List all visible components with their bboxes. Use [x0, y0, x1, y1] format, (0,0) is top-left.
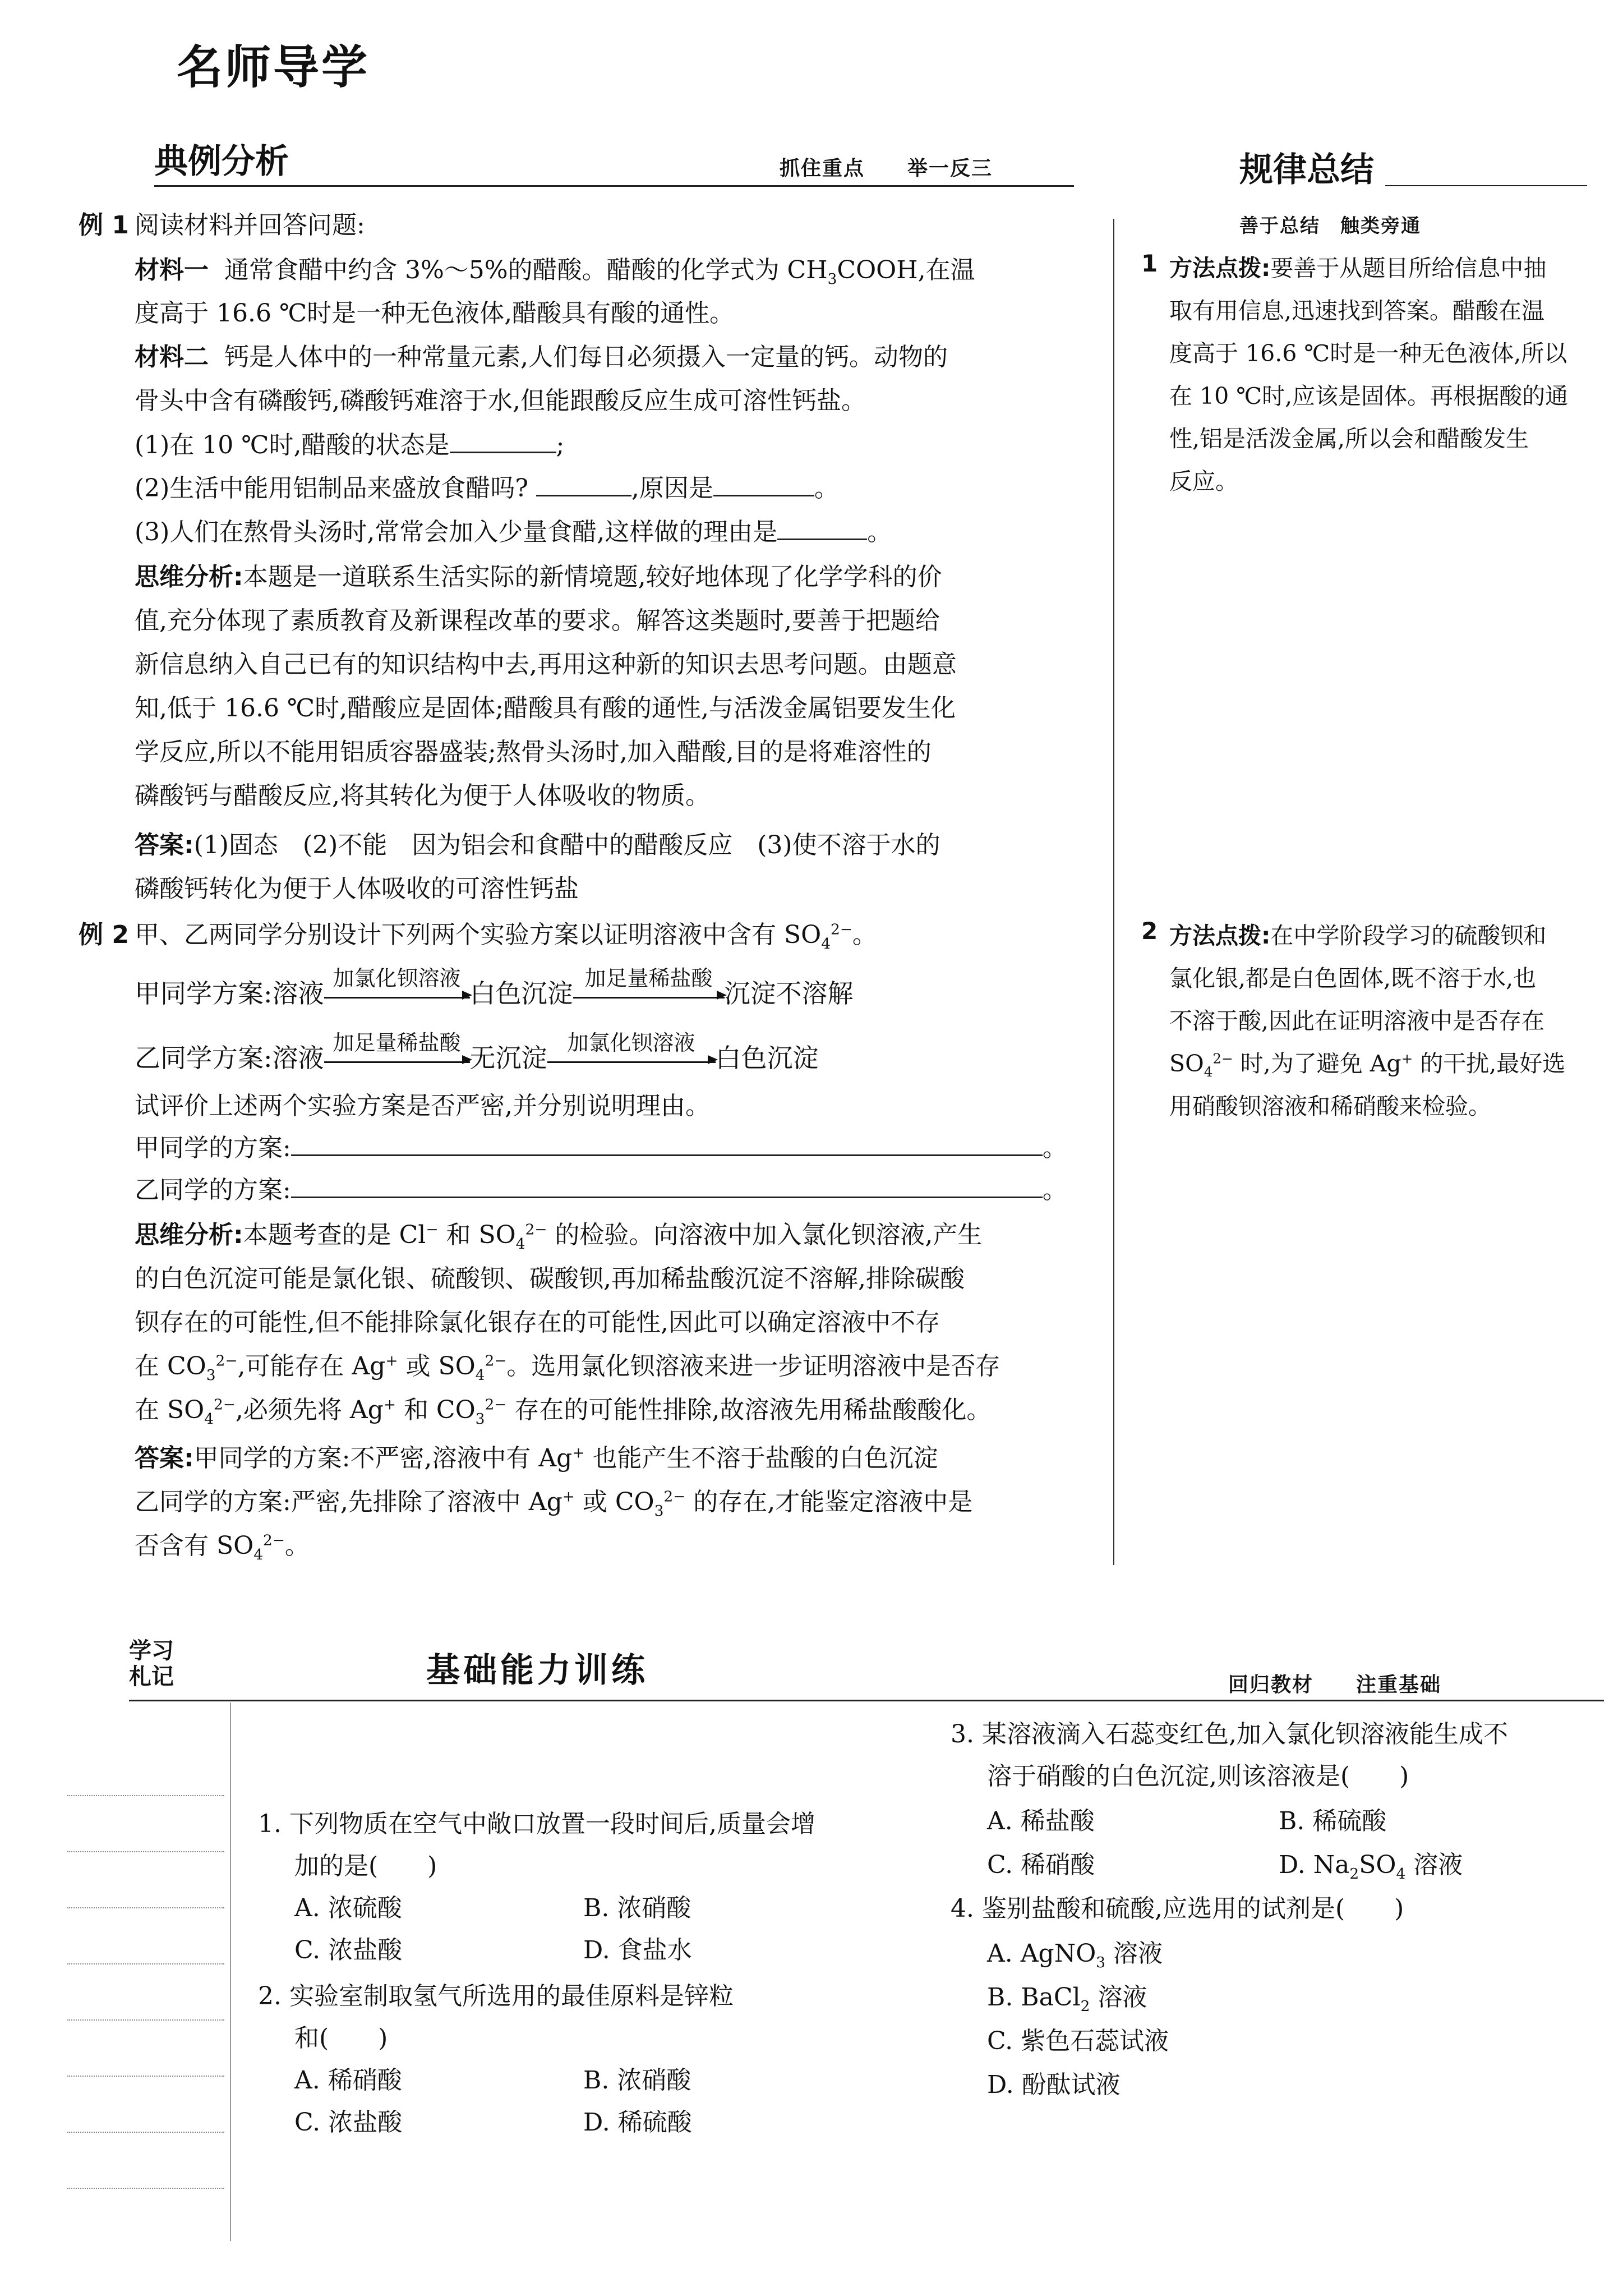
- arrow-label: 加氯化钡溶液: [333, 965, 461, 991]
- scheme-step: 白色沉淀: [469, 978, 573, 1009]
- superscript: 2−: [263, 1531, 285, 1549]
- reaction-arrow: [573, 965, 725, 999]
- summary-rule: [1385, 185, 1587, 186]
- subscript: 3: [206, 1366, 216, 1384]
- notes-line: [67, 2188, 224, 2189]
- option-text: SO: [1359, 1851, 1396, 1879]
- notes-line: [67, 1907, 224, 1908]
- ex2-analysis-line-1: [135, 1214, 982, 1253]
- notes-line: [67, 1963, 224, 1964]
- ex2-answer-jia: [135, 1128, 1067, 1163]
- study-notes-label: [129, 1638, 174, 1690]
- subscript: 4: [1204, 1064, 1213, 1080]
- tip-label: 方法点拨:: [1169, 255, 1271, 282]
- answer-blank[interactable]: [713, 473, 814, 496]
- material-1-text: 通常食醋中约含 3%～5%的醋酸。醋酸的化学式为 CH: [224, 256, 828, 284]
- answer-text: (1)固态 (2)不能 因为铝会和食醋中的醋酸反应 (3)使不溶于水的: [193, 831, 940, 859]
- ex2-answer-line-2: [135, 1481, 972, 1520]
- training-rule: [129, 1700, 1604, 1701]
- tip-1-line-2: 取有用信息,迅速找到答案。醋酸在温: [1169, 297, 1545, 324]
- analysis-text: 或 SO: [398, 1352, 476, 1381]
- brand-title: 名师导学: [177, 41, 370, 94]
- subscript: 4: [475, 1366, 485, 1384]
- scheme-step: 溶液: [272, 1043, 324, 1073]
- subscript: 4: [515, 1235, 525, 1253]
- study-notes-label-line-1: 学习: [129, 1638, 174, 1664]
- ex1-question-1: [135, 425, 564, 461]
- example-1-intro: 阅读材料并回答问题:: [135, 211, 365, 240]
- answer-text: 乙同学的方案:严密,先排除了溶液中 Ag: [135, 1488, 562, 1516]
- q1-option-d[interactable]: D. 食盐水: [583, 1936, 692, 1964]
- material-1-text-tail: COOH,在温: [837, 256, 975, 284]
- section-title-training: 基础能力训练: [426, 1651, 648, 1690]
- analysis-text: 本题是一道联系生活实际的新情境题,较好地体现了化学学科的价: [243, 563, 942, 591]
- answer-text: 也能产生不溶于盐酸的白色沉淀: [584, 1444, 938, 1473]
- tip-2-number: 2: [1141, 917, 1158, 945]
- superscript: 2−: [485, 1396, 507, 1414]
- analysis-text: 在 SO: [135, 1396, 205, 1424]
- q2-mid: ,原因是: [631, 474, 713, 503]
- tip-2-line-5: 用硝酸钡溶液和稀硝酸来检验。: [1169, 1093, 1491, 1120]
- section-subtitle-training: 回归教材 注重基础: [1228, 1673, 1442, 1696]
- answer-text: 甲同学的方案:不严密,溶液中有 Ag: [193, 1444, 573, 1473]
- example-2-intro: [135, 914, 877, 953]
- ex2-analysis-line-4: [135, 1346, 1000, 1384]
- tip-2-line-2: 氯化银,都是白色固体,既不溶于水,也: [1169, 965, 1537, 992]
- material-1-line-1: [135, 250, 975, 288]
- option-text: 溶液: [1090, 1983, 1147, 2012]
- scheme-step: 无沉淀: [469, 1043, 547, 1073]
- q3-text: (3)人们在熬骨头汤时,常常会加入少量食醋,这样做的理由是: [135, 518, 778, 546]
- section-subtitle-examples: 抓住重点 举一反三: [780, 157, 993, 180]
- q1-text: (1)在 10 ℃时,醋酸的状态是: [135, 431, 450, 459]
- ex1-analysis-line-4: 知,低于 16.6 ℃时,醋酸应是固体;醋酸具有酸的通性,与活泼金属铝要发生化: [135, 694, 956, 723]
- ex1-analysis-line-3: 新信息纳入自己已有的知识结构中去,再用这种新的知识去思考问题。由题意: [135, 650, 957, 679]
- ex1-answer-line-1: [135, 825, 940, 861]
- reaction-arrow: [547, 1030, 716, 1063]
- option-text: 溶液: [1405, 1851, 1463, 1879]
- q1-option-b[interactable]: B. 浓硝酸: [583, 1894, 691, 1922]
- material-1-label: 材料一: [135, 256, 209, 284]
- ex1-analysis-line-6: 磷酸钙与醋酸反应,将其转化为便于人体吸收的物质。: [135, 781, 710, 810]
- scheme-jia: [135, 965, 854, 1010]
- scheme-step: 白色沉淀: [715, 1043, 819, 1073]
- analysis-text: 的检验。向溶液中加入氯化钡溶液,产生: [547, 1221, 983, 1249]
- tip-1-line-1: [1169, 250, 1546, 283]
- q1-end: ;: [556, 431, 565, 459]
- ex2-analysis-line-5: [135, 1389, 991, 1428]
- option-text: A. AgNO: [987, 1939, 1096, 1968]
- subscript: 2: [1080, 1997, 1090, 2015]
- notes-line: [67, 1851, 224, 1852]
- ex1-question-2: [135, 468, 839, 504]
- q2-end: 。: [814, 474, 839, 503]
- subscript: 3: [475, 1410, 485, 1428]
- tip-text: 在中学阶段学习的硫酸钡和: [1270, 922, 1547, 949]
- q2-option-b[interactable]: B. 浓硝酸: [583, 2066, 691, 2095]
- subscript: 3: [1096, 1953, 1106, 1971]
- ex2-analysis-line-2: 的白色沉淀可能是氯化银、硫酸钡、碳酸钡,再加稀盐酸沉淀不溶解,排除碳酸: [135, 1264, 965, 1293]
- q3-option-b[interactable]: B. 稀硫酸: [1279, 1807, 1387, 1835]
- subscript: 4: [253, 1545, 263, 1563]
- scheme-label: 乙同学方案:: [135, 1043, 273, 1073]
- analysis-text: 本题考查的是 Cl: [243, 1221, 426, 1249]
- tip-text: SO: [1169, 1050, 1204, 1077]
- q3-option-a[interactable]: A. 稀盐酸: [987, 1807, 1095, 1835]
- arrow-label: 加足量稀盐酸: [584, 965, 713, 991]
- q4-option-a[interactable]: [987, 1933, 1163, 1971]
- question-4-line-1: 4. 鉴别盐酸和硫酸,应选用的试剂是( ): [951, 1894, 1404, 1923]
- answer-blank[interactable]: [291, 1133, 1043, 1156]
- ex2-analysis-line-3: 钡存在的可能性,但不能排除氯化银存在的可能性,因此可以确定溶液中不存: [135, 1308, 940, 1337]
- q1-option-c[interactable]: C. 浓盐酸: [294, 1936, 403, 1964]
- subscript: 4: [821, 935, 831, 953]
- option-text: D. Na: [1279, 1851, 1350, 1879]
- column-divider: [1113, 219, 1114, 1565]
- material-2-text: 钙是人体中的一种常量元素,人们每日必须摄入一定量的钙。动物的: [224, 343, 948, 371]
- reaction-arrow: [324, 1030, 470, 1063]
- analysis-label: 思维分析:: [135, 563, 243, 591]
- answer-blank[interactable]: [536, 473, 631, 496]
- scheme-yi: [135, 1030, 819, 1075]
- answer-blank[interactable]: [777, 517, 867, 540]
- ex2-answer-line-1: [135, 1438, 938, 1474]
- ex2-evaluate: 试评价上述两个实验方案是否严密,并分别说明理由。: [135, 1092, 710, 1120]
- ex1-answer-line-2: 磷酸钙转化为便于人体吸收的可溶性钙盐: [135, 875, 579, 903]
- analysis-text: 在 CO: [135, 1352, 206, 1381]
- superscript: 2−: [831, 921, 852, 938]
- analysis-text: ,可能存在 Ag: [237, 1352, 386, 1381]
- ex2-answer-yi: [135, 1170, 1067, 1205]
- section-title-summary: 规律总结: [1239, 150, 1374, 190]
- section-title-examples: 典例分析: [154, 142, 289, 181]
- intro-end: 。: [852, 921, 877, 949]
- notes-line: [67, 2019, 224, 2021]
- notes-divider: [230, 1703, 231, 2241]
- ex1-question-3: [135, 512, 892, 547]
- material-2-line-2: 骨头中含有磷酸钙,磷酸钙难溶于水,但能跟酸反应生成可溶性钙盐。: [135, 386, 866, 415]
- ex1-analysis-line-5: 学反应,所以不能用铝质容器盛装;熬骨头汤时,加入醋酸,目的是将难溶性的: [135, 738, 932, 766]
- section-rule: [154, 185, 1074, 187]
- subscript: 3: [827, 270, 837, 288]
- ex1-analysis-line-1: [135, 556, 942, 592]
- example-1-label: 例 1: [79, 211, 129, 240]
- answer-text: 否含有 SO: [135, 1531, 254, 1560]
- subscript: 4: [1396, 1865, 1406, 1883]
- question-3-line-2: 溶于硝酸的白色沉淀,则该溶液是( ): [987, 1762, 1409, 1791]
- superscript: +: [1401, 1050, 1413, 1067]
- subscript: 4: [204, 1410, 214, 1428]
- tip-label: 方法点拨:: [1169, 922, 1271, 949]
- analysis-label: 思维分析:: [135, 1221, 243, 1249]
- question-2-line-1: 2. 实验室制取氢气所选用的最佳原料是锌粒: [258, 1982, 734, 2010]
- superscript: 2−: [525, 1221, 547, 1239]
- superscript: 2−: [1212, 1050, 1233, 1067]
- answer-text: 的存在,才能鉴定溶液中是: [685, 1488, 973, 1516]
- tip-text: 要善于从题目所给信息中抽: [1270, 255, 1547, 282]
- answer-end: 。: [1042, 1176, 1067, 1204]
- q2-option-d[interactable]: D. 稀硫酸: [583, 2108, 692, 2137]
- material-2-label: 材料二: [135, 343, 209, 371]
- question-2-line-2: 和( ): [294, 2024, 388, 2053]
- analysis-text: 和 SO: [438, 1221, 516, 1249]
- tip-text: 时,为了避免 Ag: [1233, 1050, 1401, 1077]
- superscript: +: [562, 1488, 575, 1506]
- example-2-label: 例 2: [79, 921, 129, 949]
- q4-option-b[interactable]: [987, 1977, 1147, 2015]
- q3-option-d[interactable]: [1279, 1844, 1463, 1883]
- scheme-step: 沉淀不溶解: [724, 978, 854, 1009]
- scheme-step: 溶液: [272, 978, 324, 1009]
- arrow-label: 加氯化钡溶液: [567, 1030, 695, 1055]
- tip-2-line-3: 不溶于酸,因此在证明溶液中是否存在: [1169, 1007, 1545, 1034]
- tip-text: 的干扰,最好选: [1413, 1050, 1566, 1077]
- q4-option-c[interactable]: C. 紫色石蕊试液: [987, 2027, 1169, 2055]
- question-1-line-1: 1. 下列物质在空气中敞口放置一段时间后,质量会增: [258, 1810, 815, 1838]
- superscript: 2−: [485, 1352, 507, 1370]
- superscript: 2−: [214, 1396, 236, 1414]
- option-text: B. BaCl: [987, 1983, 1081, 2012]
- subscript: 3: [654, 1502, 664, 1520]
- study-notes-label-line-2: 札记: [129, 1664, 174, 1690]
- answer-prompt: 甲同学的方案:: [135, 1134, 291, 1162]
- answer-blank[interactable]: [450, 430, 556, 453]
- answer-label: 答案:: [135, 831, 194, 859]
- notes-line: [67, 1795, 224, 1796]
- q2-option-c[interactable]: C. 浓盐酸: [294, 2108, 403, 2137]
- scheme-label: 甲同学方案:: [135, 978, 273, 1009]
- option-text: 溶液: [1105, 1939, 1163, 1968]
- question-1-line-2: 加的是( ): [294, 1852, 437, 1880]
- q3-option-c[interactable]: C. 稀硝酸: [987, 1851, 1095, 1879]
- superscript: −: [426, 1221, 439, 1239]
- question-3-line-1: 3. 某溶液滴入石蕊变红色,加入氯化钡溶液能生成不: [951, 1720, 1508, 1749]
- q3-end: 。: [867, 518, 892, 546]
- analysis-text: 。选用氯化钡溶液来进一步证明溶液中是否存: [506, 1352, 1000, 1381]
- q2-option-a[interactable]: A. 稀硝酸: [294, 2066, 402, 2095]
- superscript: +: [385, 1352, 398, 1370]
- superscript: 2−: [215, 1352, 238, 1370]
- subscript: 2: [1349, 1865, 1359, 1883]
- tip-2-line-4: [1169, 1045, 1565, 1080]
- notes-line: [67, 2132, 224, 2133]
- answer-label: 答案:: [135, 1444, 194, 1473]
- answer-text: 或 CO: [574, 1488, 654, 1516]
- ex2-answer-line-3: [135, 1525, 310, 1563]
- tip-1-line-6: 反应。: [1169, 468, 1238, 495]
- superscript: +: [383, 1396, 396, 1414]
- answer-prompt: 乙同学的方案:: [135, 1176, 291, 1204]
- q2-text: (2)生活中能用铝制品来盛放食醋吗?: [135, 474, 528, 503]
- answer-text: 。: [284, 1531, 310, 1560]
- q4-option-d[interactable]: D. 酚酞试液: [987, 2070, 1121, 2099]
- tip-2-line-1: [1169, 917, 1546, 950]
- superscript: 2−: [663, 1488, 686, 1506]
- analysis-text: 和 CO: [395, 1396, 476, 1424]
- material-2-line-1: [135, 337, 948, 372]
- reaction-arrow: [324, 965, 470, 999]
- tip-1-number: 1: [1141, 250, 1158, 277]
- superscript: +: [572, 1444, 585, 1462]
- arrow-label: 加足量稀盐酸: [333, 1030, 461, 1055]
- material-1-line-2: 度高于 16.6 ℃时是一种无色液体,醋酸具有酸的通性。: [135, 299, 735, 328]
- ex1-analysis-line-2: 值,充分体现了素质教育及新课程改革的要求。解答这类题时,要善于把题给: [135, 606, 940, 635]
- q1-option-a[interactable]: A. 浓硫酸: [294, 1894, 402, 1922]
- answer-end: 。: [1042, 1134, 1067, 1162]
- answer-blank[interactable]: [291, 1175, 1043, 1198]
- tip-1-line-4: 在 10 ℃时,应该是固体。再根据酸的通: [1169, 383, 1569, 409]
- tip-1-line-3: 度高于 16.6 ℃时是一种无色液体,所以: [1169, 340, 1567, 367]
- tip-1-line-5: 性,铝是活泼金属,所以会和醋酸发生: [1169, 425, 1529, 452]
- section-subtitle-summary: 善于总结 触类旁通: [1239, 215, 1421, 237]
- analysis-text: 存在的可能性排除,故溶液先用稀盐酸酸化。: [506, 1396, 992, 1424]
- analysis-text: ,必须先将 Ag: [235, 1396, 384, 1424]
- notes-line: [67, 2076, 224, 2077]
- intro-text: 甲、乙两同学分别设计下列两个实验方案以证明溶液中含有 SO: [135, 921, 822, 949]
